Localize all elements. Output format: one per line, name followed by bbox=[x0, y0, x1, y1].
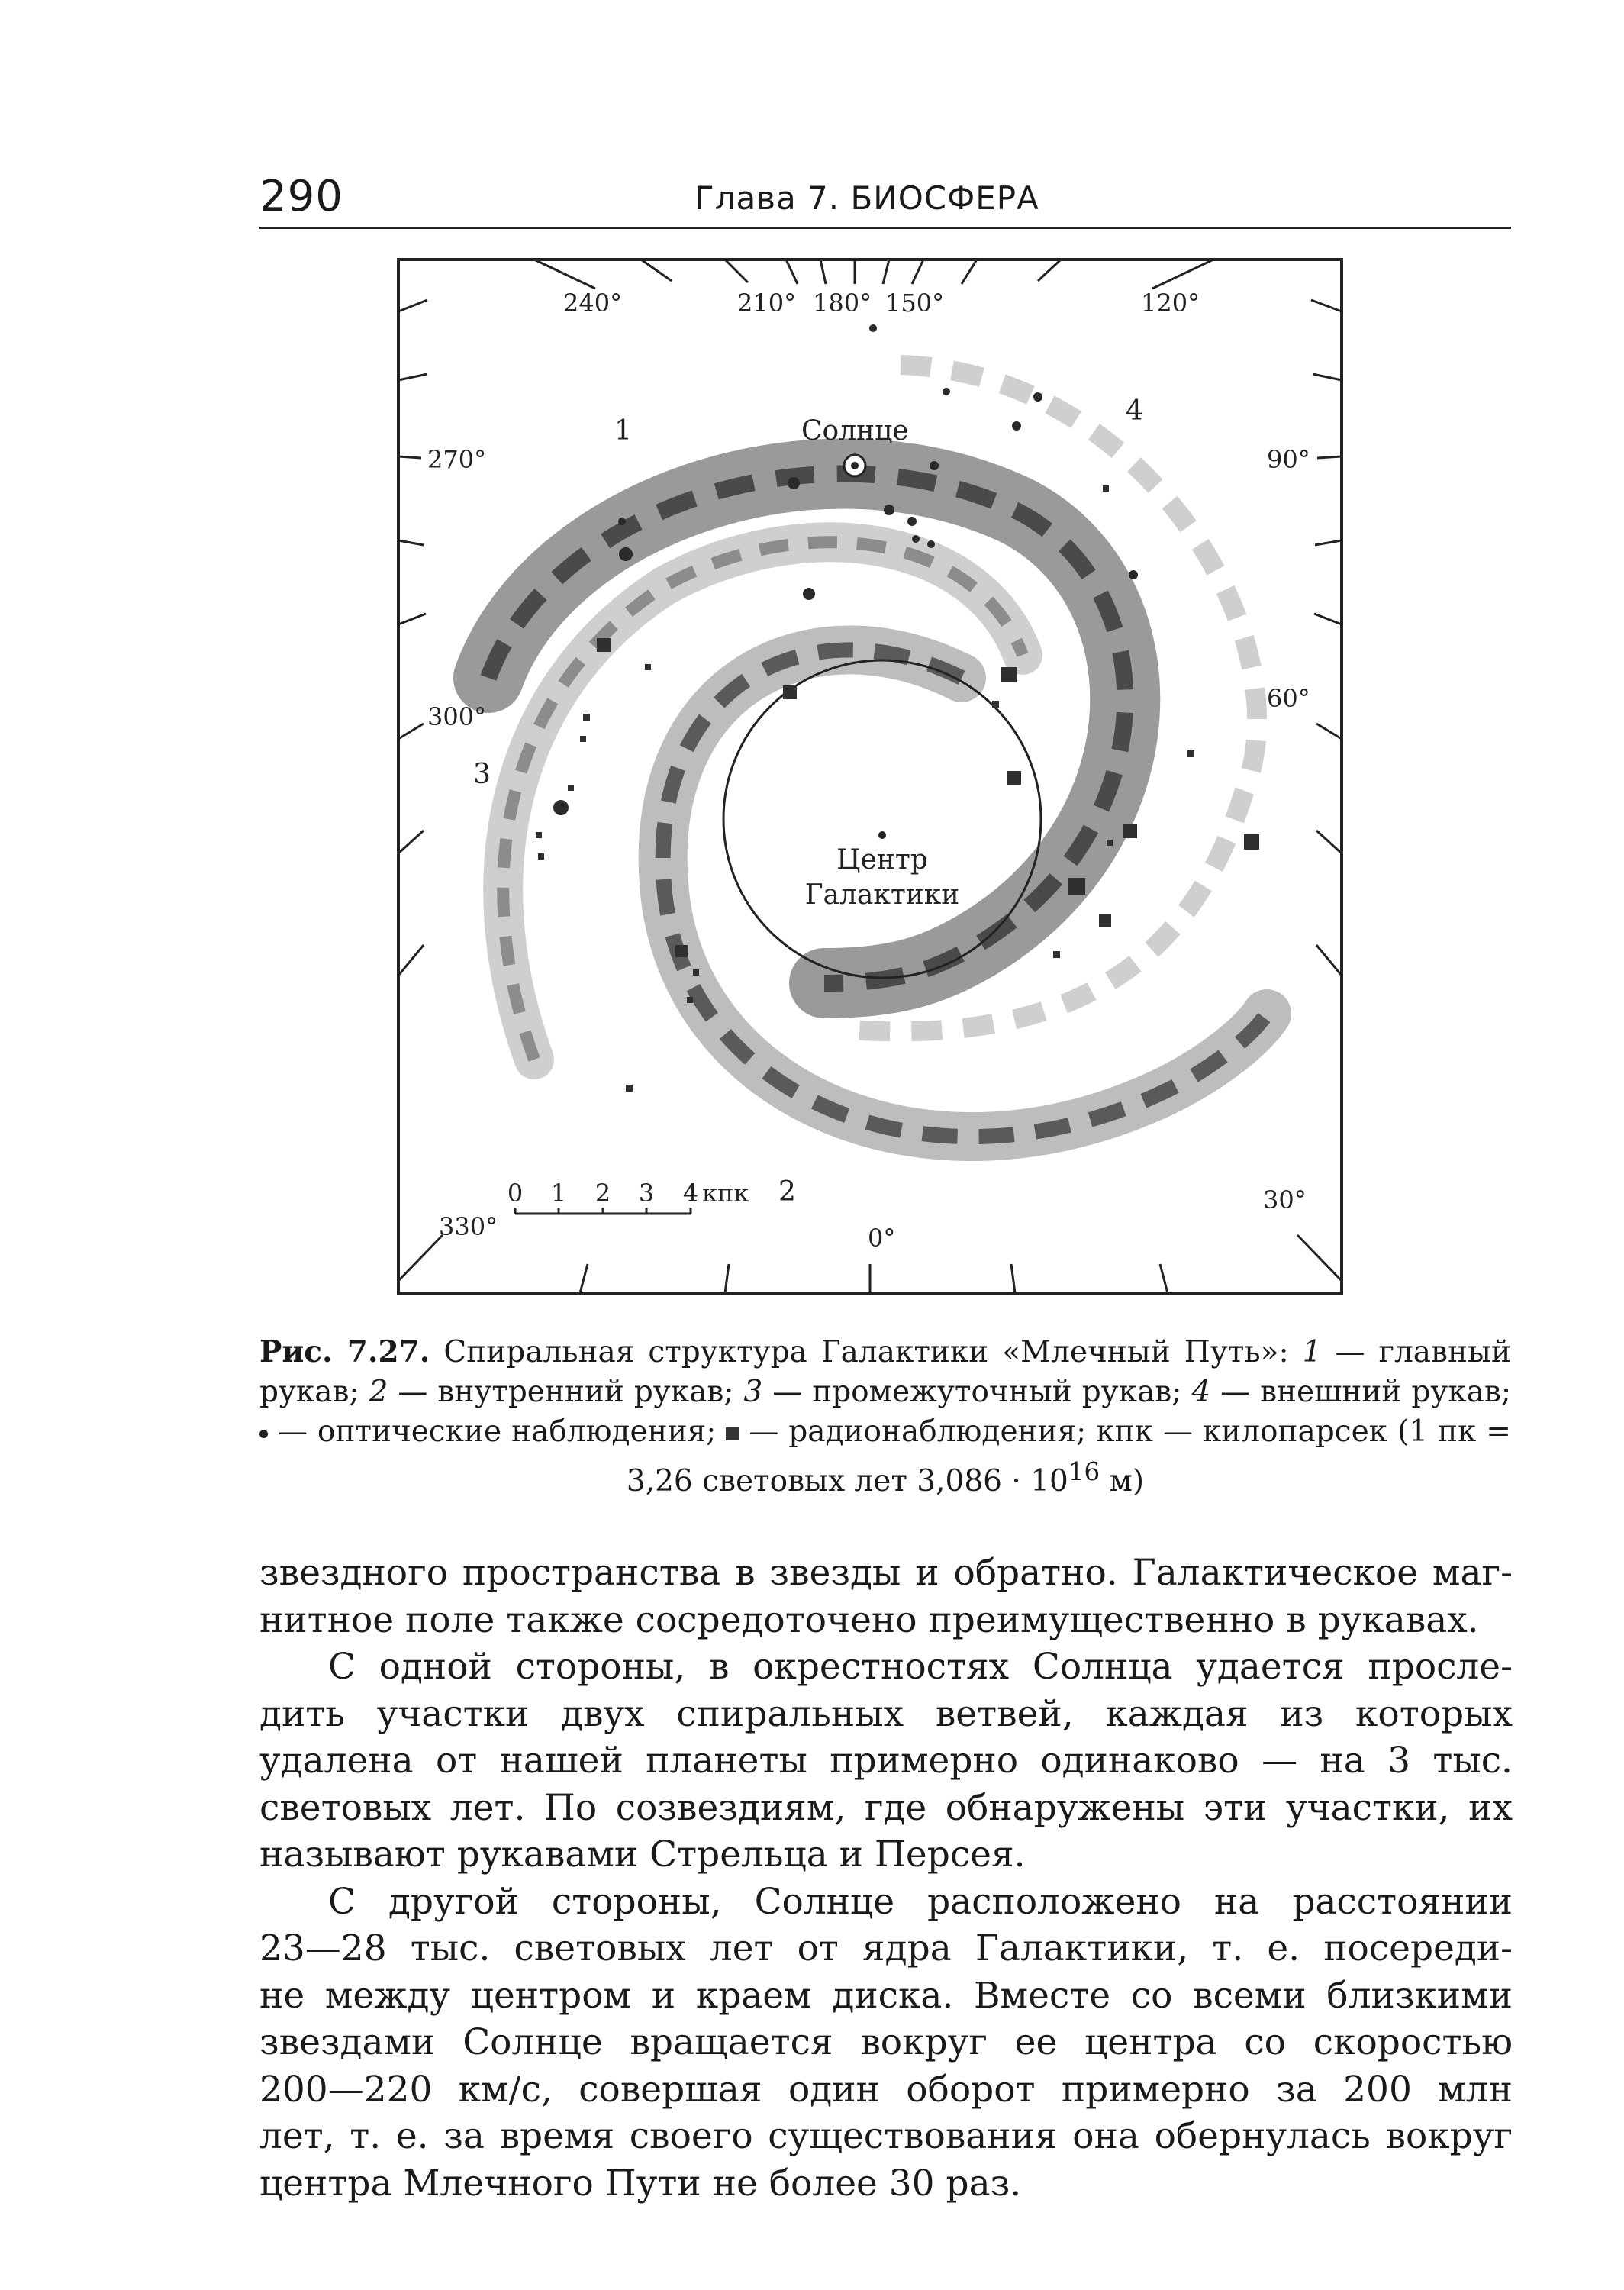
caption-unit: м) bbox=[1109, 1464, 1145, 1498]
arm-2-inner-band bbox=[663, 650, 1267, 1137]
page-number: 290 bbox=[259, 172, 343, 221]
lon-label-90: 90° bbox=[1267, 445, 1310, 474]
scale-tick-1: 1 bbox=[550, 1179, 567, 1208]
galaxy-figure bbox=[397, 258, 1343, 1295]
lon-label-300: 300° bbox=[427, 702, 487, 731]
p3-line-2: 23—28 тыс. световых лет от ядра Галактики, т. е. посереди- bbox=[259, 1927, 1513, 1969]
p3-line-5: 200—220 км/с, совершая один оборот примерно за 200 млн bbox=[259, 2068, 1513, 2111]
p3-line-3: не между центром и краем диска. Вместе со всеми близкими bbox=[259, 1974, 1513, 2017]
page-header bbox=[259, 172, 1511, 229]
p1-line-1: звездного пространства в звезды и обратно. Галактическое маг- bbox=[259, 1552, 1513, 1594]
caption-title: Спиральная структура Галактики «Млечный Путь»: bbox=[443, 1335, 1289, 1369]
caption-n2: 2 bbox=[369, 1375, 388, 1409]
p3-line-4: звездами Солнце вращается вокруг ее центра со скоростью bbox=[259, 2021, 1513, 2063]
caption-t1: — главный рукав; bbox=[259, 1335, 1512, 1409]
lon-label-240: 240° bbox=[563, 289, 623, 318]
optical-dot-icon bbox=[259, 1430, 268, 1438]
scale-unit: кпк bbox=[702, 1179, 749, 1208]
lon-label-180: 180° bbox=[813, 289, 872, 318]
scale-tick-2: 2 bbox=[594, 1179, 611, 1208]
lon-label-0: 0° bbox=[868, 1224, 896, 1253]
scale-tick-3: 3 bbox=[638, 1179, 655, 1208]
caption-t4: — внешний рукав; bbox=[1220, 1375, 1511, 1409]
lon-label-270: 270° bbox=[427, 445, 487, 474]
p2-line-5: называют рукавами Стрельца и Персея. bbox=[259, 1834, 1026, 1876]
lon-label-150: 150° bbox=[885, 289, 945, 318]
caption-n3: 3 bbox=[743, 1375, 763, 1409]
galaxy-diagram bbox=[397, 258, 1343, 1295]
galactic-center-dot bbox=[878, 831, 886, 839]
caption-n1: 1 bbox=[1302, 1335, 1322, 1369]
p2-line-3: удалена от нашей планеты примерно одинаково — на 3 тыс. bbox=[259, 1740, 1513, 1782]
arm-number-4: 4 bbox=[1126, 395, 1143, 427]
body-text bbox=[259, 1550, 1513, 2207]
sun-label: Солнце bbox=[801, 415, 909, 447]
caption-fig-number: Рис. 7.27. bbox=[259, 1334, 430, 1369]
arm-number-2: 2 bbox=[778, 1176, 796, 1208]
p1-line-2: нитное поле также сосредоточено преимущественно в рукавах. bbox=[259, 1598, 1479, 1641]
scale-bar bbox=[508, 1179, 749, 1214]
lon-label-120: 120° bbox=[1141, 289, 1200, 318]
center-label-line-2: Галактики bbox=[804, 879, 960, 911]
lon-label-330: 330° bbox=[439, 1212, 498, 1241]
p2-line-4: световых лет. По созвездиям, где обнаружены эти участки, их bbox=[259, 1786, 1513, 1829]
p2-line-1: С одной стороны, в окрестностях Солнца удается просле- bbox=[328, 1646, 1513, 1688]
sun-marker-center bbox=[851, 462, 859, 469]
p2-line-2: дить участки двух спиральных ветвей, каждая из которых bbox=[259, 1692, 1513, 1735]
scale-tick-4: 4 bbox=[682, 1179, 699, 1208]
lon-label-30: 30° bbox=[1263, 1185, 1307, 1214]
caption-t2: — внутренний рукав; bbox=[398, 1375, 734, 1409]
arm-number-3: 3 bbox=[473, 759, 491, 790]
lon-label-60: 60° bbox=[1267, 684, 1310, 713]
scale-tick-0: 0 bbox=[507, 1179, 524, 1208]
lon-label-210: 210° bbox=[737, 289, 797, 318]
center-label-line-1: Центр bbox=[836, 844, 928, 876]
p3-line-1: С другой стороны, Солнце расположено на расстоянии bbox=[328, 1880, 1513, 1923]
arm-number-1: 1 bbox=[614, 415, 632, 447]
caption-optical: — оптические наблюдения; bbox=[277, 1414, 717, 1449]
caption-radio: — радионаблюдения; bbox=[749, 1414, 1087, 1449]
p3-line-7: центра Млечного Пути не более 30 раз. bbox=[259, 2162, 1022, 2205]
p3-line-6: лет, т. е. за время своего существования она обернулась вокруг bbox=[259, 2115, 1513, 2157]
caption-exponent: 16 bbox=[1068, 1457, 1100, 1486]
radio-square-icon bbox=[726, 1427, 739, 1440]
figure-caption bbox=[259, 1332, 1511, 1501]
caption-n4: 4 bbox=[1191, 1375, 1211, 1409]
caption-t3: — промежуточный рукав; bbox=[772, 1375, 1182, 1409]
caption-kpc: кпк — килопарсек (1 пк = 3,26 световых лет 3,086 · 10 bbox=[626, 1414, 1511, 1498]
running-title: Глава 7. БИОСФЕРА bbox=[694, 179, 1039, 217]
